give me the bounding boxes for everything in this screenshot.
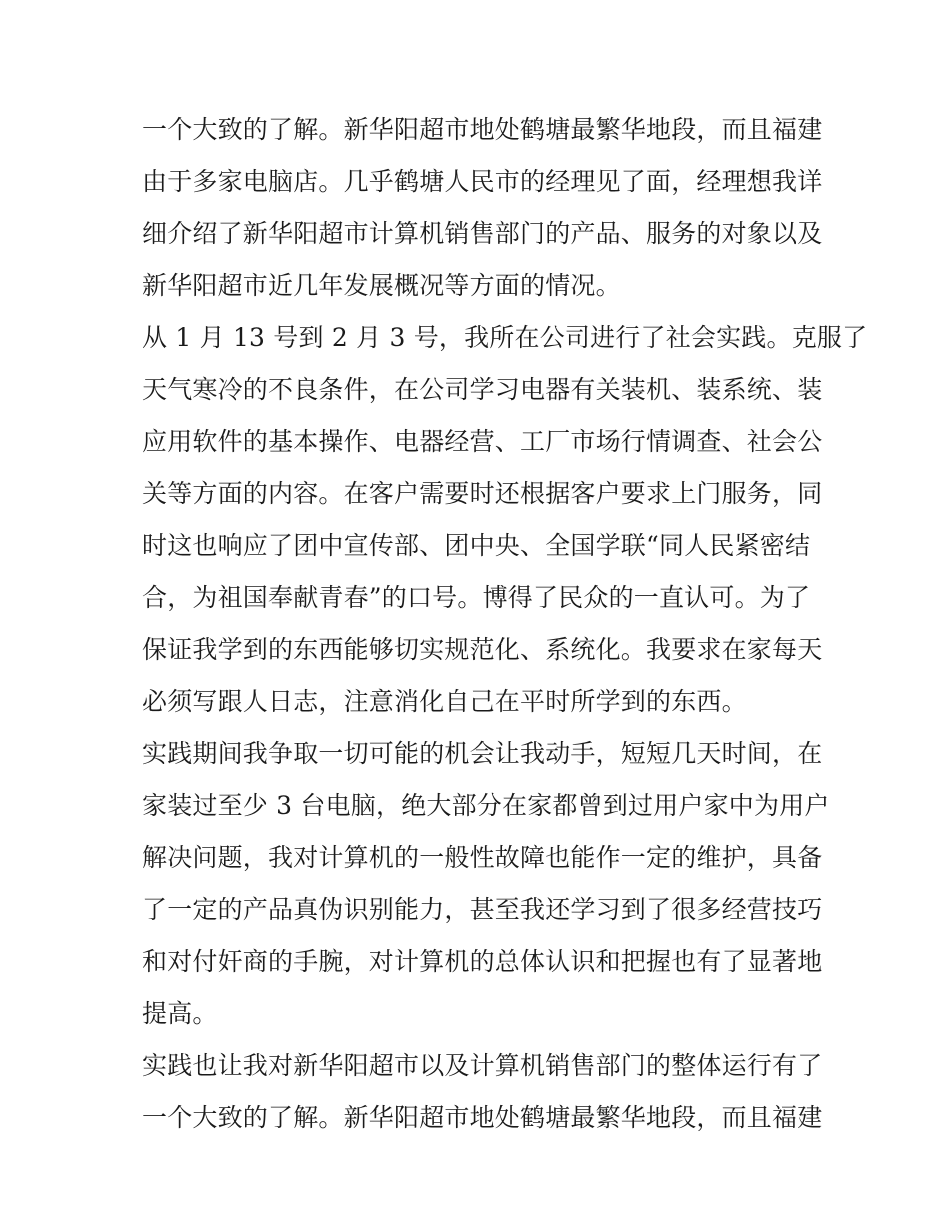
body-text — [142, 104, 868, 1144]
text-line: 从 1 月 13 号到 2 月 3 号，我所在公司进行了社会实践。克服了 — [142, 323, 868, 352]
text-line: 天气寒冷的不良条件，在公司学习电器有关装机、装系统、装 — [142, 375, 823, 404]
text-line: 家装过至少 3 台电脑，绝大部分在家都曾到过用户家中为用户 — [142, 791, 830, 820]
text-line: 解决问题，我对计算机的一般性故障也能作一定的维护，具备 — [142, 843, 823, 872]
text-line: 应用软件的基本操作、电器经营、工厂市场行情调查、社会公 — [142, 427, 823, 456]
text-line: 提高。 — [142, 999, 218, 1028]
text-line: 一个大致的了解。新华阳超市地处鹤塘最繁华地段，而且福建 — [142, 1103, 823, 1132]
text-line: 合，为祖国奉献青春”的口号。博得了民众的一直认可。为了 — [142, 583, 811, 612]
text-line: 一个大致的了解。新华阳超市地处鹤塘最繁华地段，而且福建 — [142, 115, 823, 144]
text-line: 新华阳超市近几年发展概况等方面的情况。 — [142, 271, 621, 300]
text-line: 了一定的产品真伪识别能力，甚至我还学习到了很多经营技巧 — [142, 895, 823, 924]
text-line: 时这也响应了团中宣传部、团中央、全国学联“同人民紧密结 — [142, 531, 811, 560]
text-line: 实践期间我争取一切可能的机会让我动手，短短几天时间，在 — [142, 739, 823, 768]
text-line: 细介绍了新华阳超市计算机销售部门的产品、服务的对象以及 — [142, 219, 823, 248]
text-line: 由于多家电脑店。几乎鹤塘人民市的经理见了面，经理想我详 — [142, 167, 823, 196]
text-line: 实践也让我对新华阳超市以及计算机销售部门的整体运行有了 — [142, 1051, 823, 1080]
text-line: 保证我学到的东西能够切实规范化、系统化。我要求在家每天 — [142, 635, 823, 664]
text-line: 必须写跟人日志，注意消化自己在平时所学到的东西。 — [142, 687, 747, 716]
text-line: 和对付奸商的手腕，对计算机的总体认识和把握也有了显著地 — [142, 947, 823, 976]
text-line: 关等方面的内容。在客户需要时还根据客户要求上门服务，同 — [142, 479, 823, 508]
